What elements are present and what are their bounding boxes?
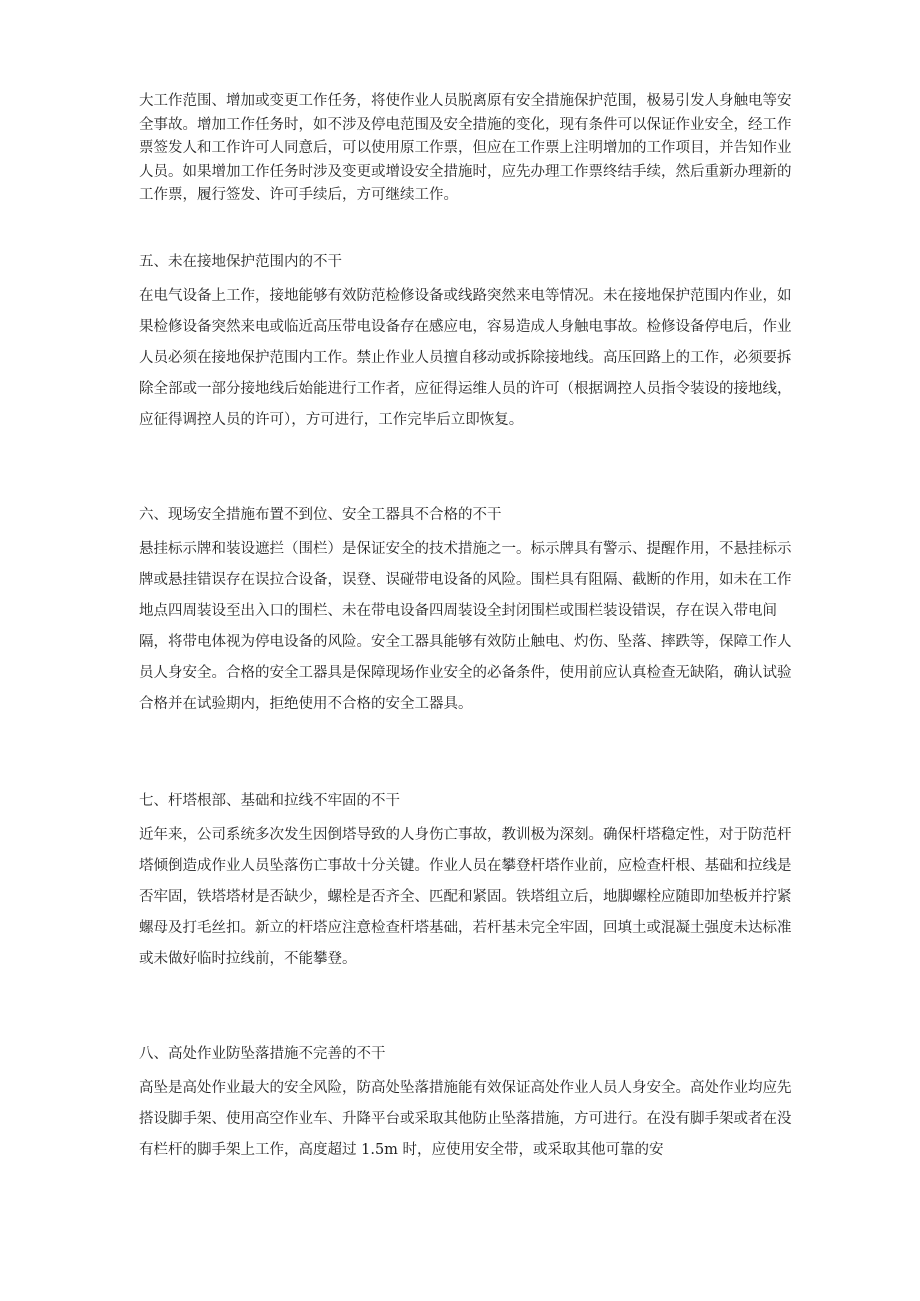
section-body: 在电气设备上工作，接地能够有效防范检修设备或线路突然来电等情况。未在接地保护范围内作业，如果检修设备突然来电或临近高压带电设备存在感应电，容易造成人身触电事故。检修设备停电后，作业人员必须在接地保护范围内工作。禁止作业人员擅自移动或拆除接地线。高压回路上的工作，必须要拆除全部或一部分接地线后始能进行工作者，应征得运维人员的许可（根据调控人员指令装设的接地线，应征得调控人员的许可），方可进行，工作完毕后立即恢复。 xyxy=(139,288,792,428)
section-body: 近年来，公司系统多次发生因倒塔导致的人身伤亡事故，教训极为深刻。确保杆塔稳定性，对于防范杆塔倾倒造成作业人员坠落伤亡事故十分关键。作业人员在攀登杆塔作业前，应检查杆根、基础和拉线是否牢固，铁塔塔材是否缺少，螺栓是否齐全、匹配和紧固。铁塔组立后，地脚螺栓应随即加垫板并拧紧螺母及打毛丝扣。新立的杆塔应注意检查杆塔基础，若杆基未完全牢固，回填土或混凝土强度未达标准或未做好临时拉线前，不能攀登。 xyxy=(139,827,792,967)
intro-paragraph: 大工作范围、增加或变更工作任务，将使作业人员脱离原有安全措施保护范围，极易引发人身触电等安全事故。增加工作任务时，如不涉及停电范围及安全措施的变化，现有条件可以保证作业安全，经工作票签发人和工作许可人同意后，可以使用原工作票，但应在工作票上注明增加的工作项目，并告知作业人员。如果增加工作任务时涉及变更或增设安全措施时，应先办理工作票终结手续，然后重新办理新的工作票，履行签发、许可手续后，方可继续工作。 xyxy=(139,93,792,203)
section-eight xyxy=(139,1044,799,1166)
section-body: 高坠是高处作业最大的安全风险，防高处坠落措施能有效保证高处作业人员人身安全。高处作业均应先搭设脚手架、使用高空作业车、升降平台或采取其他防止坠落措施，方可进行。在没有脚手架或者在没有栏杆的脚手架上工作，高度超过 1.5m 时，应使用安全带，或采取其他可靠的安 xyxy=(139,1080,792,1158)
section-five xyxy=(139,252,799,436)
section-heading: 五、未在接地保护范围内的不干 xyxy=(139,254,342,270)
section-seven xyxy=(139,791,799,975)
section-six xyxy=(139,505,799,720)
section-heading: 六、现场安全措施布置不到位、安全工器具不合格的不干 xyxy=(139,507,502,523)
section-heading: 八、高处作业防坠落措施不完善的不干 xyxy=(139,1046,386,1062)
section-body: 悬挂标示牌和装设遮拦（围栏）是保证安全的技术措施之一。标示牌具有警示、提醒作用，不悬挂标示牌或悬挂错误存在误拉合设备，误登、误碰带电设备的风险。围栏具有阻隔、截断的作用，如未在工作地点四周装设至出入口的围栏、未在带电设备四周装设全封闭围栏或围栏装设错误，存在误入带电间隔，将带电体视为停电设备的风险。安全工器具能够有效防止触电、灼伤、坠落、摔跌等，保障工作人员人身安全。合格的安全工器具是保障现场作业安全的必备条件，使用前应认真检查无缺陷，确认试验合格并在试验期内，拒绝使用不合格的安全工器具。 xyxy=(139,541,792,712)
section-heading: 七、杆塔根部、基础和拉线不牢固的不干 xyxy=(139,793,400,809)
